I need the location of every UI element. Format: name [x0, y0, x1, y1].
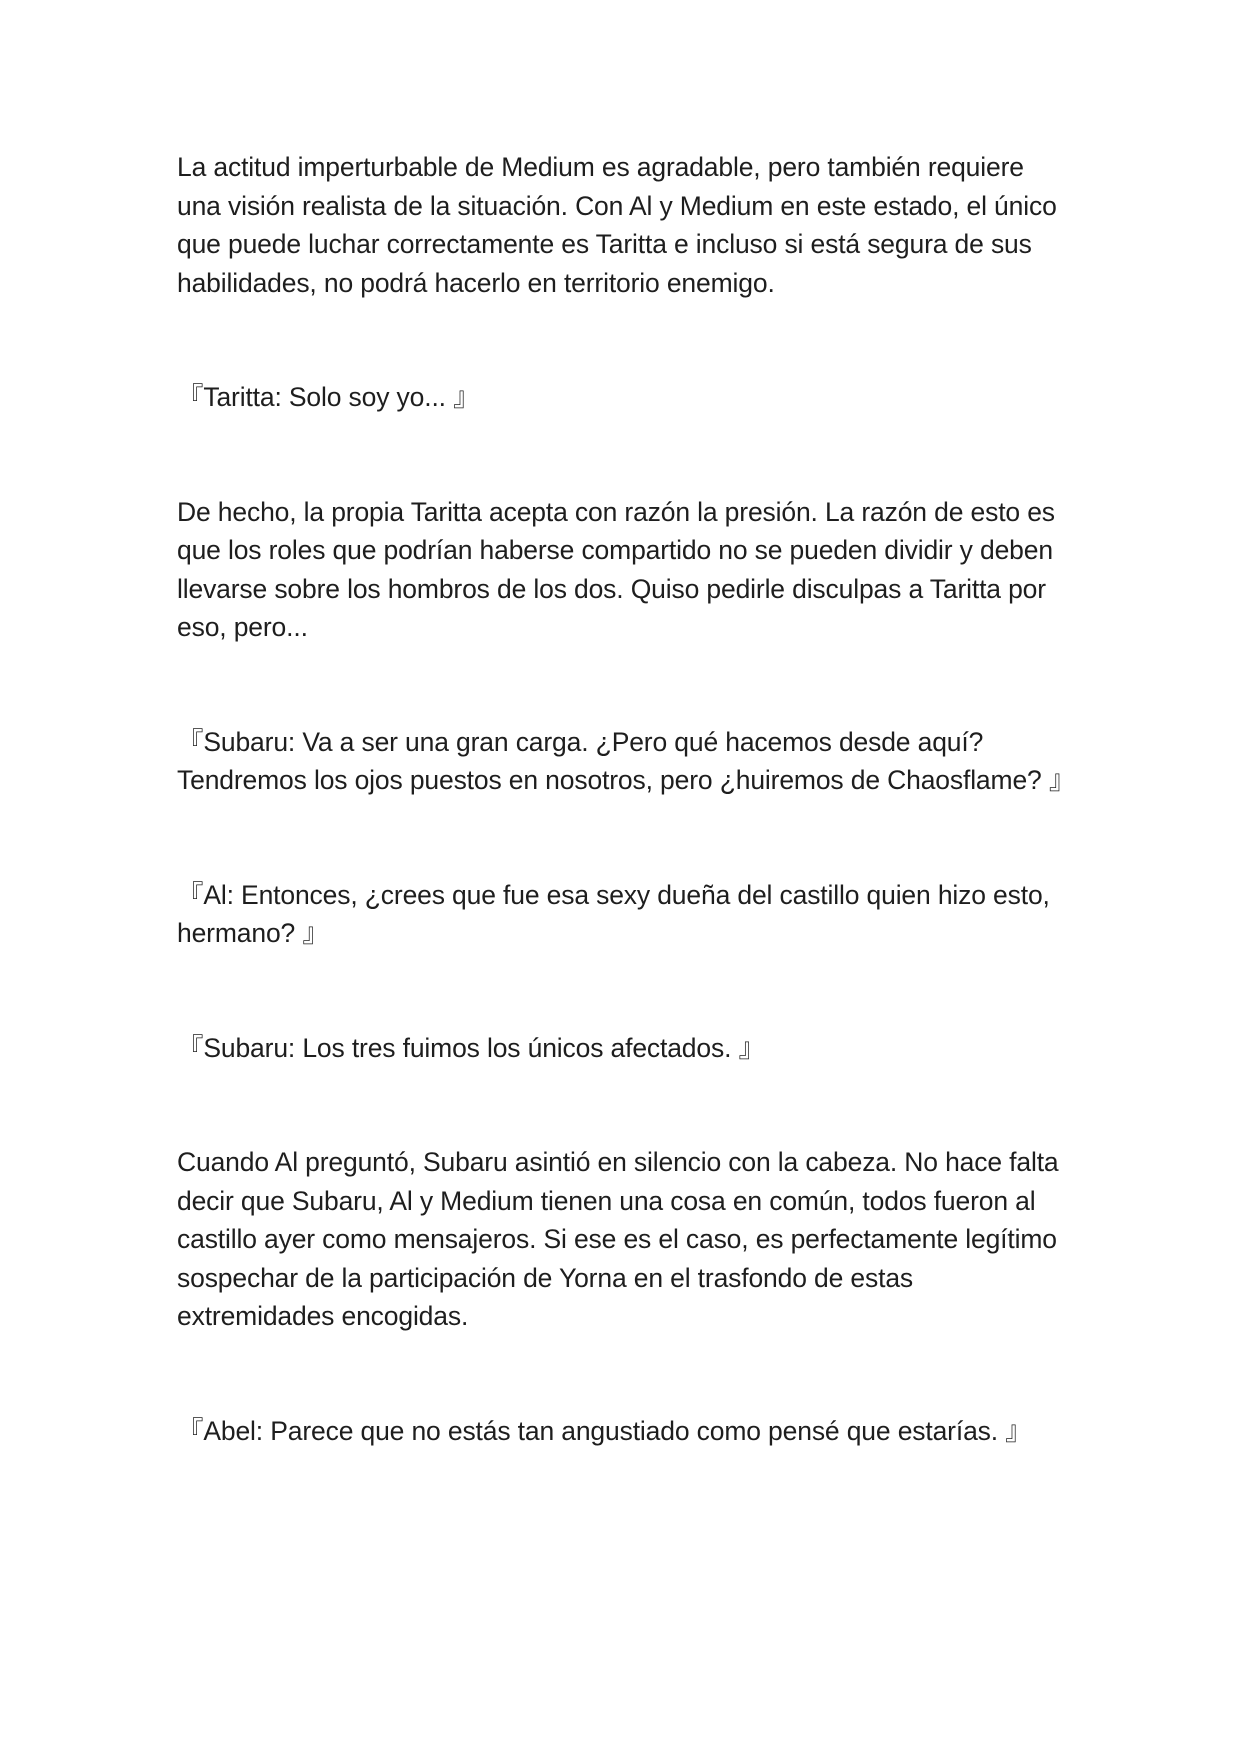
paragraph-3: Cuando Al preguntó, Subaru asintió en silencio con la cabeza. No hace falta decir que Subaru, Al y Medium tienen una cosa en común, todos fueron al castillo ayer como mensajeros. Si ese es el caso, es perfectamente legítimo sospechar de la participación de Yorna en el trasfondo de estas extremidades encogidas.: [177, 1147, 1059, 1331]
dialogue-taritta: 『Taritta: Solo soy yo... 』: [177, 382, 480, 412]
document-page: [177, 148, 1076, 1450]
paragraph-1: La actitud imperturbable de Medium es agradable, pero también requiere una visión realista de la situación. Con Al y Medium en este estado, el único que puede luchar correctamente es Taritta e incluso si está segura de sus habilidades, no podrá hacerlo en territorio enemigo.: [177, 152, 1057, 298]
dialogue-abel: 『Abel: Parece que no estás tan angustiado como pensé que estarías. 』: [177, 1415, 1032, 1446]
dialogue-subaru-2: 『Subaru: Los tres fuimos los únicos afectados. 』: [177, 1032, 765, 1063]
dialogue-al: 『Al: Entonces, ¿crees que fue esa sexy dueña del castillo quien hizo esto, hermano? 』: [177, 879, 1050, 948]
dialogue-subaru-1: 『Subaru: Va a ser una gran carga. ¿Pero qué hacemos desde aquí? Tendremos los ojos puestos en nosotros, pero ¿huiremos de Chaosflame? 』: [177, 726, 1076, 795]
paragraph-2: De hecho, la propia Taritta acepta con razón la presión. La razón de esto es que los roles que podrían haberse compartido no se pueden dividir y deben llevarse sobre los hombros de los dos. Quiso pedirle disculpas a Taritta por eso, pero...: [177, 496, 1055, 642]
